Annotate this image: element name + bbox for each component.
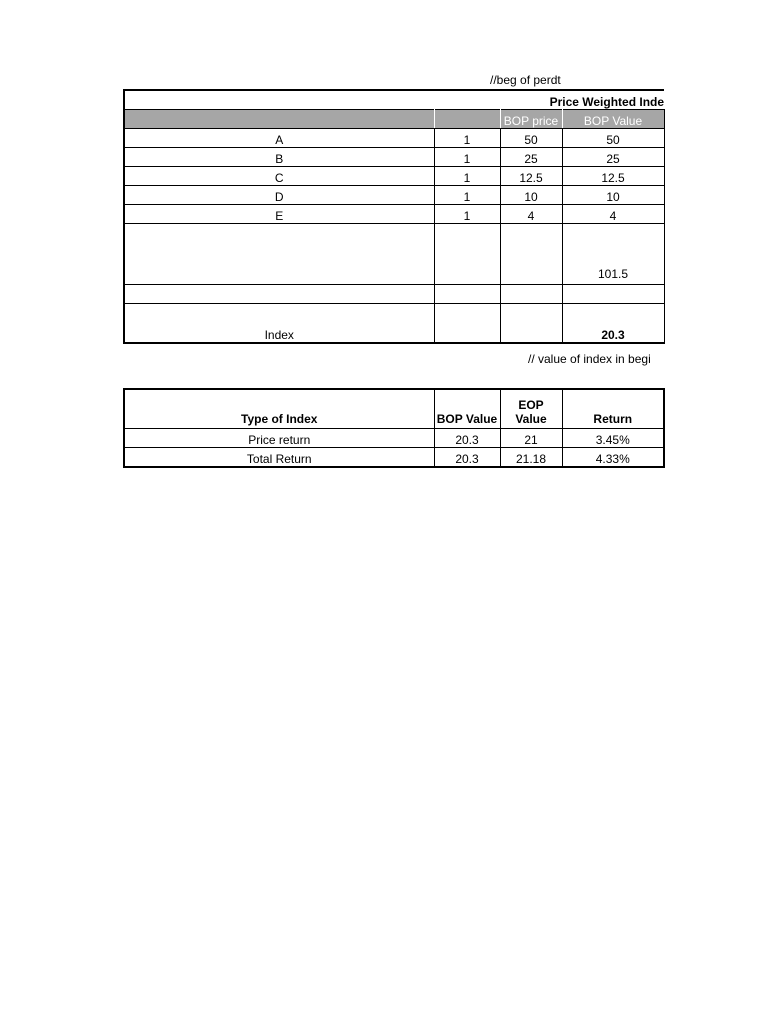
cell-qty: 1 xyxy=(434,129,500,148)
empty-cell xyxy=(500,285,562,304)
table-header-row xyxy=(124,110,664,129)
header-bop-price: BOP price xyxy=(500,110,562,129)
cell-value: 10 xyxy=(562,186,664,205)
empty-cell xyxy=(124,285,434,304)
cell-price: 25 xyxy=(500,148,562,167)
cell-name: A xyxy=(124,129,434,148)
index-label: Index xyxy=(124,304,434,344)
cell-qty: 1 xyxy=(434,186,500,205)
cell-return: 4.33% xyxy=(562,448,664,468)
empty-cell xyxy=(124,224,434,285)
cell-return: 3.45% xyxy=(562,429,664,448)
header-bop-value: BOP Value xyxy=(434,389,500,429)
table-row xyxy=(124,205,664,224)
cell-type: Total Return xyxy=(124,448,434,468)
cell-price: 10 xyxy=(500,186,562,205)
cell-bop: 20.3 xyxy=(434,448,500,468)
cell-bop: 20.3 xyxy=(434,429,500,448)
cell-value: 12.5 xyxy=(562,167,664,186)
header-qty xyxy=(434,110,500,129)
table-row xyxy=(124,429,664,448)
header-name xyxy=(124,110,434,129)
empty-cell xyxy=(562,285,664,304)
table-row xyxy=(124,148,664,167)
cell-name: D xyxy=(124,186,434,205)
table-row xyxy=(124,129,664,148)
header-bop-value: BOP Value xyxy=(562,110,664,129)
cell-qty: 1 xyxy=(434,167,500,186)
cell-qty: 1 xyxy=(434,148,500,167)
cell-name: E xyxy=(124,205,434,224)
index-row xyxy=(124,304,664,344)
cell-price: 50 xyxy=(500,129,562,148)
price-weighted-index-table xyxy=(123,89,665,344)
blank-row xyxy=(124,285,664,304)
index-return-table xyxy=(123,388,665,468)
cell-name: B xyxy=(124,148,434,167)
total-value: 101.5 xyxy=(562,224,664,285)
cell-name: C xyxy=(124,167,434,186)
header-type-of-index: Type of Index xyxy=(124,389,434,429)
table-title: Price Weighted Inde xyxy=(549,95,665,109)
cell-eop: 21.18 xyxy=(500,448,562,468)
value-index-note: // value of index in begi xyxy=(528,352,651,366)
empty-cell xyxy=(434,224,500,285)
cell-price: 4 xyxy=(500,205,562,224)
index-value: 20.3 xyxy=(562,304,664,344)
cell-type: Price return xyxy=(124,429,434,448)
table-title-row xyxy=(124,90,664,110)
empty-cell xyxy=(500,304,562,344)
beg-period-note: //beg of perdt xyxy=(490,73,561,87)
cell-price: 12.5 xyxy=(500,167,562,186)
total-row xyxy=(124,224,664,285)
table-row xyxy=(124,186,664,205)
cell-qty: 1 xyxy=(434,205,500,224)
header-eop-value: EOP Value xyxy=(500,389,562,429)
cell-eop: 21 xyxy=(500,429,562,448)
empty-cell xyxy=(500,224,562,285)
empty-cell xyxy=(434,285,500,304)
cell-value: 25 xyxy=(562,148,664,167)
table-row xyxy=(124,167,664,186)
header-return: Return xyxy=(562,389,664,429)
return-table-header-row xyxy=(124,389,664,429)
cell-value: 4 xyxy=(562,205,664,224)
table-row xyxy=(124,448,664,468)
empty-cell xyxy=(434,304,500,344)
cell-value: 50 xyxy=(562,129,664,148)
